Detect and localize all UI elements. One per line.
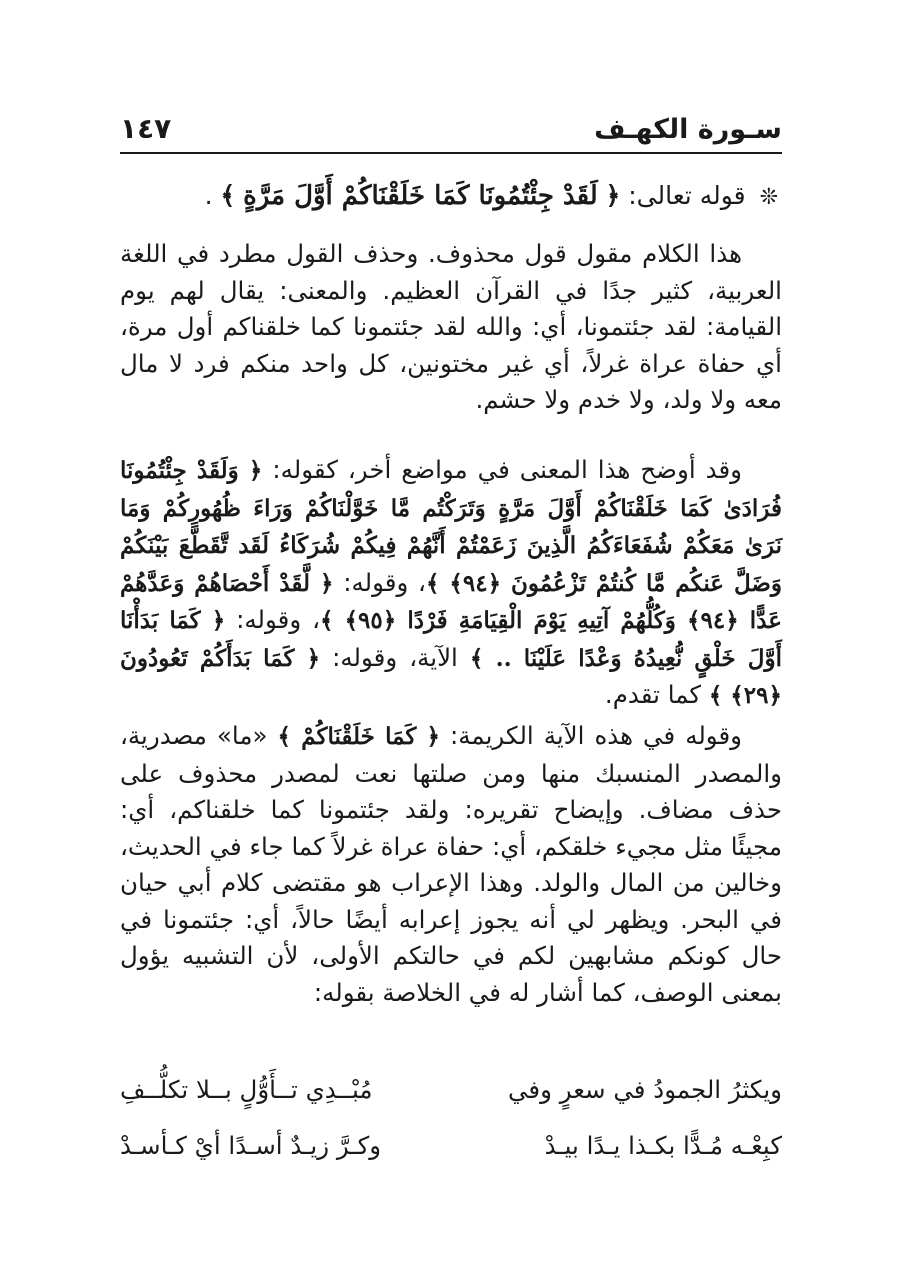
quran-citation: ﴿ كَمَا بَدَأْنَا أَوَّلَ خَلْقٍ نُّعِيدُهُ وَعْدًا عَلَيْنَا .. ﴾: [120, 607, 783, 672]
commentary-paragraph-2: [120, 452, 782, 715]
quran-citation: ﴿ كَمَا بَدَأَكُمْ تَعُودُونَ ﴿٢٩﴾ ﴾: [120, 644, 782, 709]
poetry-second-hemistich: وكـرَّ زيـدٌ أسـدًا أيْ كـأسـدْ: [120, 1131, 382, 1160]
paragraph-text: وقد أوضح هذا المعنى في مواضع أخر، كقوله:: [272, 455, 742, 484]
paragraph-text: وقوله في هذه الآية الكريمة:: [450, 721, 742, 750]
quran-citation: ﴿ وَلَقَدْ جِئْتُمُونَا فُرَادَىٰ كَمَا خَلَقْنَاكُمْ أَوَّلَ مَرَّةٍ وَتَرَكْتُم مَّا خَوَّلْنَاكُمْ وَرَاءَ ظُهُورِكُمْ وَمَا نَرَىٰ مَعَكُمْ شُفَعَاءَكُمُ الَّذِينَ زَعَمْتُمْ أَنَّهُمْ فِيكُمْ شُرَكَاءُ لَقَد تَّقَطَّعَ بَيْنَكُمْ وَضَلَّ عَنكُم مَّا كُنتُمْ تَزْعُمُونَ ﴿٩٤﴾ ﴾: [120, 457, 783, 597]
verse-heading-prefix: قوله تعالى:: [628, 181, 746, 210]
quran-citation: ﴿ لَّقَدْ أَحْصَاهُمْ وَعَدَّهُمْ عَدًّا ﴿٩٤﴾ وَكُلُّهُمْ آتِيهِ يَوْمَ الْقِيَامَةِ فَرْدًا ﴿٩٥﴾ ﴾: [120, 569, 782, 634]
page-number: ١٤٧: [120, 112, 172, 145]
quran-citation: ﴿ كَمَا خَلَقْنَاكُمْ ﴾: [277, 723, 441, 750]
paragraph-text: كما تقدم.: [604, 680, 702, 709]
paragraph-text: الآية، وقوله:: [332, 642, 458, 672]
star-icon: ❊: [759, 185, 778, 210]
poetry-second-hemistich: مُبْــدِي تــأَوُّلٍ بــلا تكلُّــفِ: [120, 1075, 373, 1104]
ornate-bracket-open: ﴿: [605, 181, 621, 210]
poetry-first-hemistich: كبِعْـه مُـدًّا بكـذا يـدًا بيـدْ: [544, 1131, 782, 1160]
paragraph-text: ، وقوله:: [343, 567, 426, 597]
ornate-bracket-close: ﴾: [220, 181, 236, 210]
paragraph-text: «ما» مصدرية، والمصدر المنسبك منها ومن صلتها نعت لمصدر محذوف على حذف مضاف. وإيضاح تقريره: ولقد جئتمونا كما خلقناكم، أي: مجيئًا مثل مجيء خلقكم، أي: حفاة عراة غرلاً كما جاء في الحديث، وخالين من المال والولد. وهذا الإعراب هو مقتضى كلام أبي حيان في البحر. ويظهر لي أنه يجوز إعرابه أيضًا حالاً، أي: جئتمونا في حال كونكم مشابهين لكم في حالتكم الأولى، لأن التشبيه يؤول بمعنى الوصف، كما أشار له في الخلاصة بقوله:: [120, 721, 782, 1007]
commentary-paragraph-3: [120, 718, 782, 1011]
page-header: [120, 108, 782, 154]
verse-heading: [120, 176, 778, 218]
paragraph-text: ، وقوله:: [236, 605, 320, 634]
verse-heading-suffix: .: [204, 181, 213, 210]
book-page: [120, 0, 782, 1271]
commentary-paragraph-1: هذا الكلام مقول قول محذوف. وحذف القول مطرد في اللغة العربية، كثير جدًا في القرآن العظيم. والمعنى: يقال لهم يوم القيامة: لقد جئتمونا، أي: والله لقد جئتمونا كما خلقناكم أول مرة، أي حفاة عراة غرلاً، أي غير مختونين، كل واحد منكم فرد لا مال معه ولا ولد، ولا خدم ولا حشم.: [120, 239, 782, 414]
poetry-first-hemistich: ويكثرُ الجمودُ في سعرٍ وفي: [507, 1075, 782, 1104]
surah-title: سـورة الكهـف: [594, 114, 782, 145]
quran-verse: لَقَدْ جِئْتُمُونَا كَمَا خَلَقْنَاكُمْ أَوَّلَ مَرَّةٍ: [243, 181, 598, 211]
